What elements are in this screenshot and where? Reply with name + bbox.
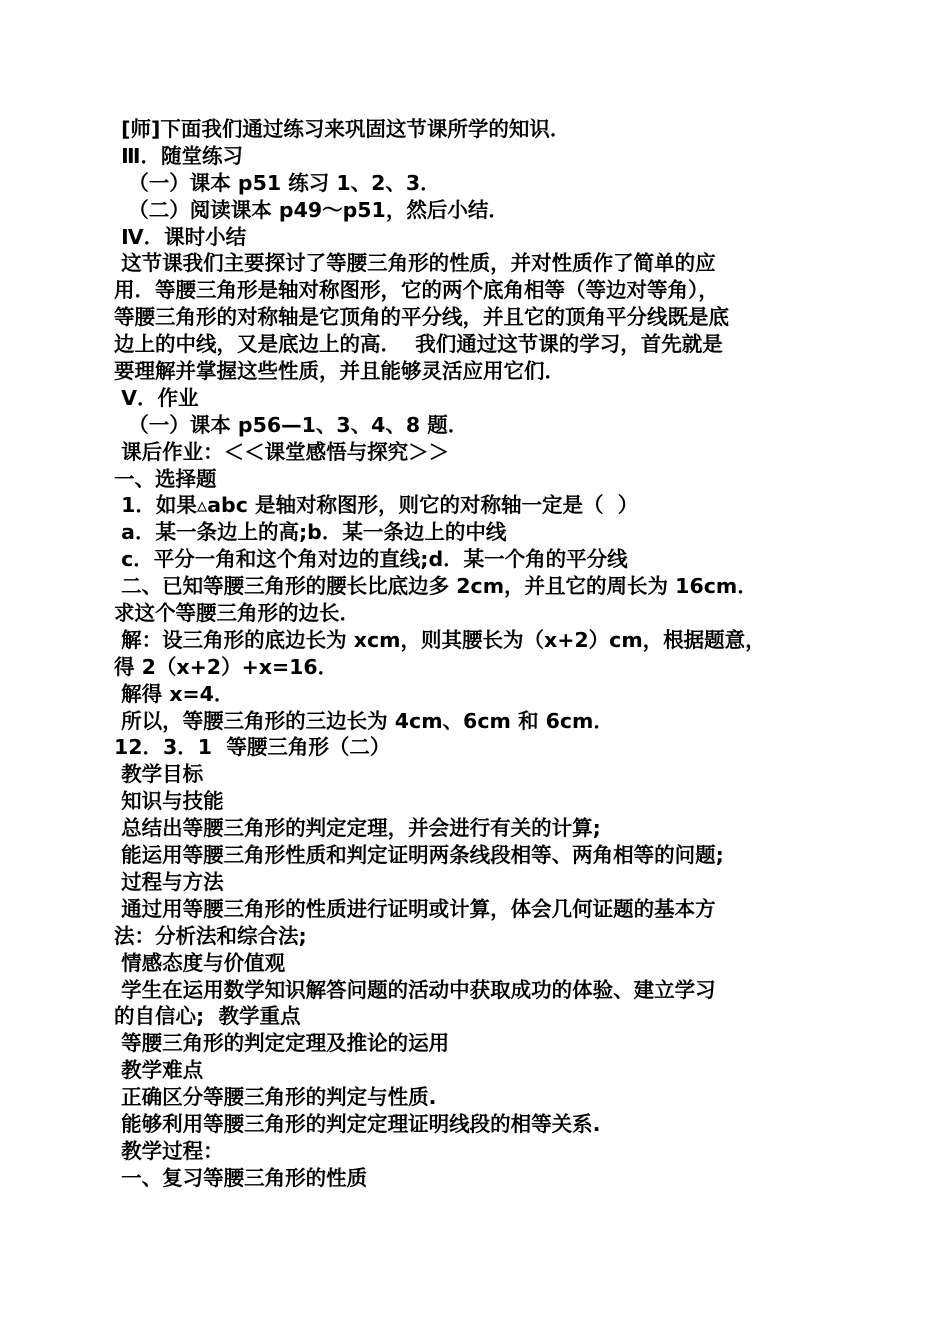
text-line: Ⅳ．课时小结 <box>114 224 247 249</box>
text-line: 一、选择题 <box>114 466 217 491</box>
text-line: 学生在运用数学知识解答问题的活动中获取成功的体验、建立学习 <box>114 977 716 1002</box>
text-line: c．平分一角和这个角对边的直线;d．某一个角的平分线 <box>114 547 628 572</box>
text-line: 总结出等腰三角形的判定定理，并会进行有关的计算; <box>114 816 601 841</box>
text-line: 这节课我们主要探讨了等腰三角形的性质，并对性质作了简单的应 <box>114 251 716 276</box>
document-body <box>114 116 844 1192</box>
text-line: 通过用等腰三角形的性质进行证明或计算，体会几何证题的基本方 <box>114 896 716 921</box>
text-line: 正确区分等腰三角形的判定与性质. <box>114 1085 437 1110</box>
text-line: 所以，等腰三角形的三边长为 4cm、6cm 和 6cm． <box>114 708 614 733</box>
text-line: 的自信心; 教学重点 <box>114 1004 301 1029</box>
text-line: 求这个等腰三角形的边长． <box>114 601 360 626</box>
text-line: 知识与技能 <box>114 789 224 814</box>
text-line: 边上的中线，又是底边上的高． 我们通过这节课的学习，首先就是 <box>114 332 723 357</box>
text-line: （一）课本 p51 练习 1、2、3． <box>114 170 441 195</box>
text-line: 等腰三角形的对称轴是它顶角的平分线，并且它的顶角平分线既是底 <box>114 305 729 330</box>
text-line: Ⅲ．随堂练习 <box>114 143 244 168</box>
text-line: Ⅴ．作业 <box>114 385 199 410</box>
text-line: 得 2（x+2）+x=16． <box>114 654 339 679</box>
text-line: 教学目标 <box>114 762 204 787</box>
text-line: 1．如果▵abc 是轴对称图形，则它的对称轴一定是（ ） <box>114 493 639 518</box>
text-line: 用．等腰三角形是轴对称图形，它的两个底角相等（等边对等角）， <box>114 278 719 303</box>
text-line: 二、已知等腰三角形的腰长比底边多 2cm，并且它的周长为 16cm． <box>114 574 758 599</box>
text-line: 一、复习等腰三角形的性质 <box>114 1165 368 1190</box>
text-line: 课后作业：＜＜课堂感悟与探究＞＞ <box>114 439 450 464</box>
text-line: 教学难点 <box>114 1058 204 1083</box>
text-line: 能运用等腰三角形性质和判定证明两条线段相等、两角相等的问题; <box>114 843 724 868</box>
text-line: a．某一条边上的高;b．某一条边上的中线 <box>114 520 507 545</box>
text-line: 12．3．1 等腰三角形（二） <box>114 735 391 760</box>
text-line: 能够利用等腰三角形的判定定理证明线段的相等关系. <box>114 1111 601 1136</box>
text-line: （一）课本 p56—1、3、4、8 题． <box>114 412 469 437</box>
text-line: 解：设三角形的底边长为 xcm，则其腰长为（x+2）cm，根据题意， <box>114 627 766 652</box>
text-line: 情感态度与价值观 <box>114 950 286 975</box>
text-line: 解得 x=4． <box>114 681 235 706</box>
text-line: 要理解并掌握这些性质，并且能够灵活应用它们． <box>114 359 565 384</box>
text-line: （二）阅读课本 p49～p51，然后小结． <box>114 197 509 222</box>
text-line: 法：分析法和综合法; <box>114 923 307 948</box>
text-line: 过程与方法 <box>114 869 224 894</box>
text-line: [师]下面我们通过练习来巩固这节课所学的知识． <box>114 117 571 141</box>
text-line: 教学过程： <box>114 1138 224 1163</box>
text-line: 等腰三角形的判定定理及推论的运用 <box>114 1031 450 1056</box>
